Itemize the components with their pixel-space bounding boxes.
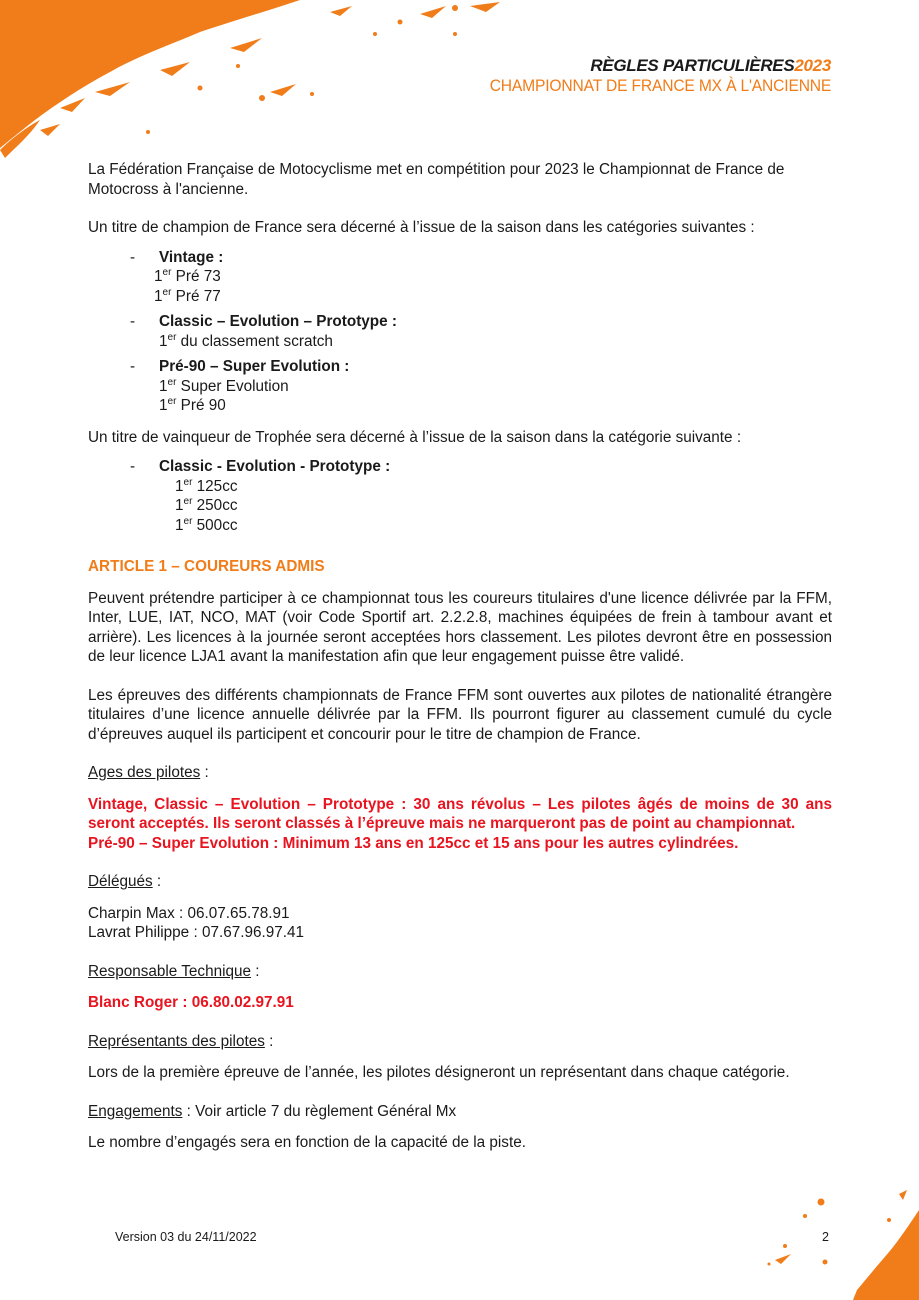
technique-label: Responsable Technique : <box>88 962 260 980</box>
delegues-label-text: Délégués <box>88 873 153 890</box>
category-sub-item: 1er 250cc <box>175 495 238 514</box>
header-title <box>460 56 831 76</box>
ages-label-text: Ages des pilotes <box>88 764 201 781</box>
champion-intro: Un titre de champion de France sera décerné à l’issue de la saison dans les catégories suivantes : <box>88 219 755 236</box>
delegues-label: Délégués : <box>88 873 162 890</box>
orange-splash-bottom-right-decoration <box>749 1190 919 1300</box>
category-title: Classic – Evolution – Prototype : <box>159 313 398 330</box>
engagements-label-text: Engagements <box>88 1102 183 1120</box>
category-sub-item: 1er Super Evolution <box>159 376 289 395</box>
ages-label: Ages des pilotes : <box>88 764 209 781</box>
category-sub-item: 1er Pré 73 <box>154 266 221 285</box>
header-subtitle: CHAMPIONNAT DE FRANCE MX À L'ANCIENNE <box>489 76 831 95</box>
page-number: 2 <box>822 1230 829 1244</box>
representants-text: Lors de la première épreuve de l’année, les pilotes désigneront un représentant dans chaque catégorie. <box>88 1064 790 1081</box>
list-dash: - <box>130 358 136 375</box>
technique-contact: Blanc Roger : 06.80.02.97.91 <box>88 994 294 1011</box>
technique-label-text: Responsable Technique <box>88 962 252 980</box>
trophy-category-list <box>88 457 832 535</box>
category-title: Pré-90 – Super Evolution : <box>159 358 350 375</box>
ages-rule-2: Pré-90 – Super Evolution : Minimum 13 ans en 125cc et 15 ans pour les autres cylindrées. <box>88 834 739 852</box>
category-sub-item: 1er 500cc <box>175 515 238 534</box>
category-pre90 <box>88 357 832 416</box>
ages-rule-1: Vintage, Classic – Evolution – Prototype : 30 ans révolus – Les pilotes âgés de moins de 30 ans seront acceptés. Ils seront classés à l’épreuve mais ne marqueront pas de point au championnat. <box>88 795 832 832</box>
engagements-label: Engagements : Voir article 7 du règlement Général Mx <box>88 1102 457 1120</box>
article-1-paragraph-2: Les épreuves des différents championnats de France FFM sont ouvertes aux pilotes de nationalité étrangère titulaires d’une licence annuelle délivrée par la FFM. Ils pourront figurer au classement cumulé du cycle d’épreuves auquel ils participent et concourir pour le titre de champion de France. <box>88 686 832 743</box>
list-dash: - <box>130 313 136 330</box>
document-body <box>88 160 832 1153</box>
category-title: Vintage : <box>159 248 224 266</box>
header-title-year: 2023 <box>794 56 831 75</box>
header-title-text: RÈGLES PARTICULIÈRES <box>590 56 795 75</box>
representants-label-text: Représentants des pilotes <box>88 1032 265 1050</box>
category-classic <box>88 312 832 351</box>
category-vintage <box>88 248 832 307</box>
list-dash: - <box>130 248 136 266</box>
champion-category-list <box>88 248 832 416</box>
engagements-text: Le nombre d’engagés sera en fonction de la capacité de la piste. <box>88 1134 526 1151</box>
delegue-contact: Lavrat Philippe : 07.67.96.97.41 <box>88 924 305 941</box>
trophy-intro: Un titre de vainqueur de Trophée sera décerné à l’issue de la saison dans la catégorie suivante : <box>88 428 742 446</box>
list-dash: - <box>130 458 136 475</box>
orange-splash-top-left-decoration <box>0 0 520 170</box>
category-sub-item: 1er du classement scratch <box>159 331 333 350</box>
footer-version: Version 03 du 24/11/2022 <box>115 1230 257 1244</box>
article-1-paragraph-1: Peuvent prétendre participer à ce championnat tous les coureurs titulaires d'une licence délivrée par la FFM, Inter, LUE, IAT, NCO, MAT (voir Code Sportif art. 2.2.2.8, machines équipées de frein à tambour avant et arrière). Les licences à la journée seront acceptées hors classement. Les pilotes devront être en possession de leur licence LJA1 avant la manifestation afin que leur engagement puisse être validé. <box>88 589 832 665</box>
document-header <box>460 56 831 96</box>
category-sub-item: 1er 125cc <box>175 476 238 495</box>
category-title: Classic - Evolution - Prototype : <box>159 458 391 475</box>
delegue-contact: Charpin Max : 06.07.65.78.91 <box>88 904 290 922</box>
trophy-category <box>88 457 832 535</box>
intro-paragraph: La Fédération Française de Motocyclisme met en compétition pour 2023 le Championnat de France de Motocross à l'ancienne. <box>88 161 785 198</box>
article-1-heading: ARTICLE 1 – COUREURS ADMIS <box>88 558 325 575</box>
category-sub-item: 1er Pré 90 <box>159 395 226 414</box>
representants-label: Représentants des pilotes : <box>88 1032 274 1050</box>
category-sub-item: 1er Pré 77 <box>154 286 221 305</box>
